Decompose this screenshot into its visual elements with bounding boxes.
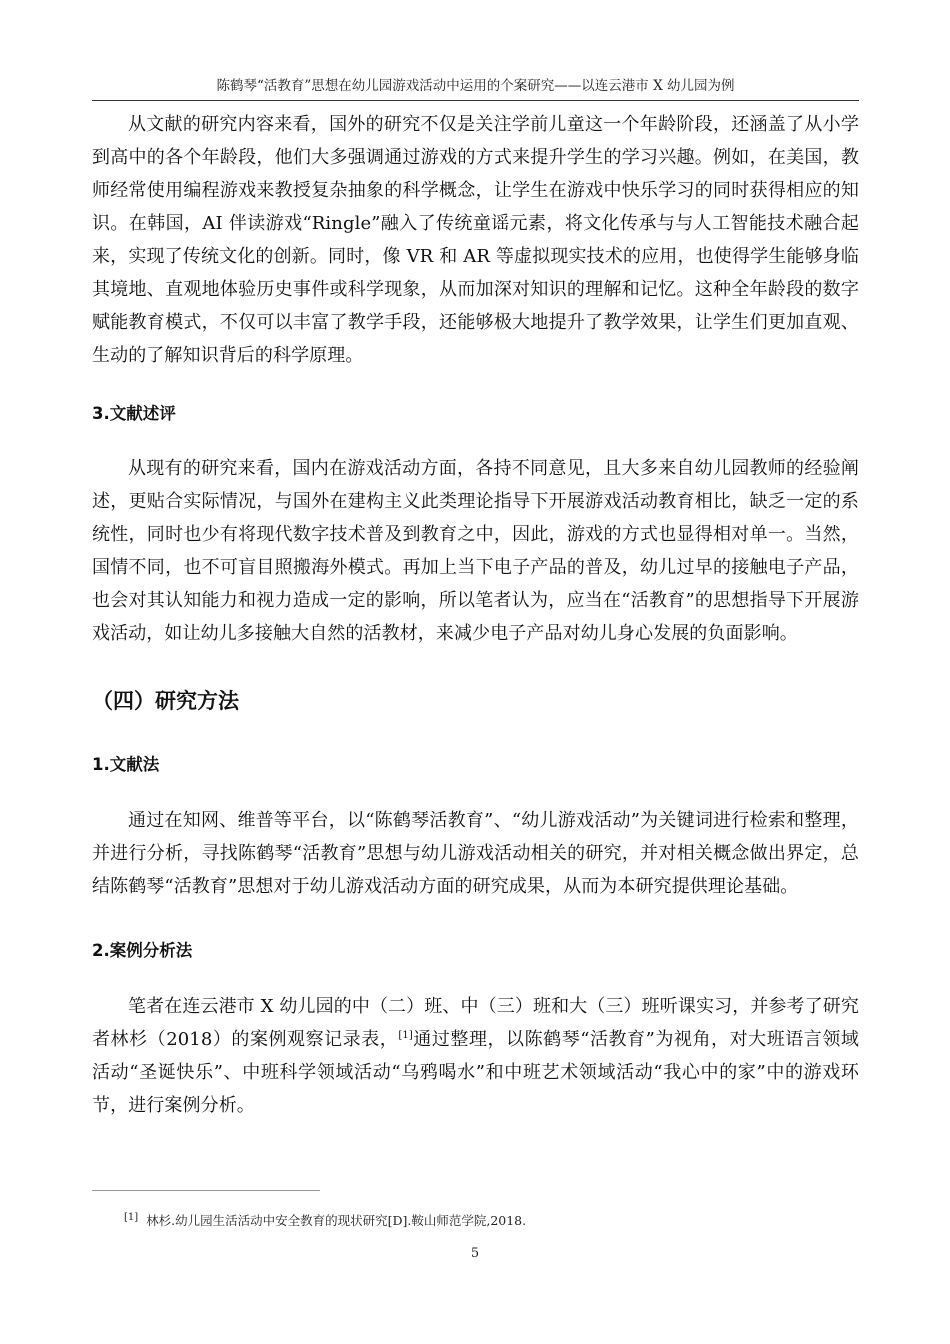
header-divider (92, 100, 859, 101)
footnote-divider (92, 1190, 320, 1191)
heading-case-analysis: 2.案例分析法 (92, 941, 193, 960)
heading-literature-method: 1.文献法 (92, 755, 160, 774)
footnote-marker: [1] (124, 1211, 139, 1223)
case-analysis-text-b: 通过整理，以陈鹤琴“活教育”为视角，对大班语言领域活动“圣诞快乐”、中班科学领域活动“乌鸦喝水”和中班艺术领域活动“我心中的家”中的游戏环节，进行案例分析。 (92, 1029, 860, 1116)
heading-literature-review: 3.文献述评 (92, 404, 176, 423)
case-analysis-text-a: 笔者在连云港市 X 幼儿园的中（二）班、中（三）班和大（三）班听课实习，并参考了研究者林杉（2018）的案例观察记录表， (92, 996, 859, 1050)
footnote-reference[interactable]: [1] (398, 1030, 413, 1041)
footnote-text: 林杉.幼儿园生活活动中安全教育的现状研究[D].鞍山师范学院,2018. (146, 1213, 527, 1228)
paragraph-foreign-research: 从文献的研究内容来看，国外的研究不仅是关注学前儿童这一个年龄阶段，还涵盖了从小学到高中的各个年龄段，他们大多强调通过游戏的方式来提升学生的学习兴趣。例如，在美国，教师经常使用编程游戏来教授复杂抽象的科学概念，让学生在游戏中快乐学习的同时获得相应的知识。在韩国，AI 伴读游戏“Ringle”融入了传统童谣元素，将文化传承与与人工智能技术融合起来，实现了传统文化的创新。同时，像 VR 和 AR 等虚拟现实技术的应用，也使得学生能够身临其境地、直观地体验历史事件或科学现象，从而加深对知识的理解和记忆。这种全年龄段的数字赋能教育模式，不仅可以丰富了教学手段，还能够极大地提升了教学效果，让学生们更加直观、生动的了解知识背后的科学原理。 (92, 114, 859, 366)
paragraph-case-analysis (92, 990, 859, 1122)
footnote (124, 1212, 526, 1230)
page-number: 5 (470, 1246, 480, 1261)
paragraph-literature-review: 从现有的研究来看，国内在游戏活动方面，各持不同意见，且大多来自幼儿园教师的经验阐述，更贴合实际情况，与国外在建构主义此类理论指导下开展游戏活动教育相比，缺乏一定的系统性，同时也少有将现代数字技术普及到教育之中，因此，游戏的方式也显得相对单一。当然，国情不同，也不可盲目照搬海外模式。再加上当下电子产品的普及，幼儿过早的接触电子产品，也会对其认知能力和视力造成一定的影响，所以笔者认为，应当在“活教育”的思想指导下开展游戏活动，如让幼儿多接触大自然的活教材，来减少电子产品对幼儿身心发展的负面影响。 (92, 458, 859, 644)
paragraph-literature-method: 通过在知网、维普等平台，以“陈鹤琴活教育”、“幼儿游戏活动”为关键词进行检索和整理，并进行分析，寻找陈鹤琴“活教育”思想与幼儿游戏活动相关的研究，并对相关概念做出界定，总结陈鹤琴“活教育”思想对于幼儿游戏活动方面的研究成果，从而为本研究提供理论基础。 (92, 810, 859, 897)
running-header: 陈鹤琴“活教育”思想在幼儿园游戏活动中运用的个案研究——以连云港市 X 幼儿园为例 (216, 78, 735, 94)
heading-research-methods: （四）研究方法 (92, 689, 239, 713)
page-body (92, 108, 859, 1122)
